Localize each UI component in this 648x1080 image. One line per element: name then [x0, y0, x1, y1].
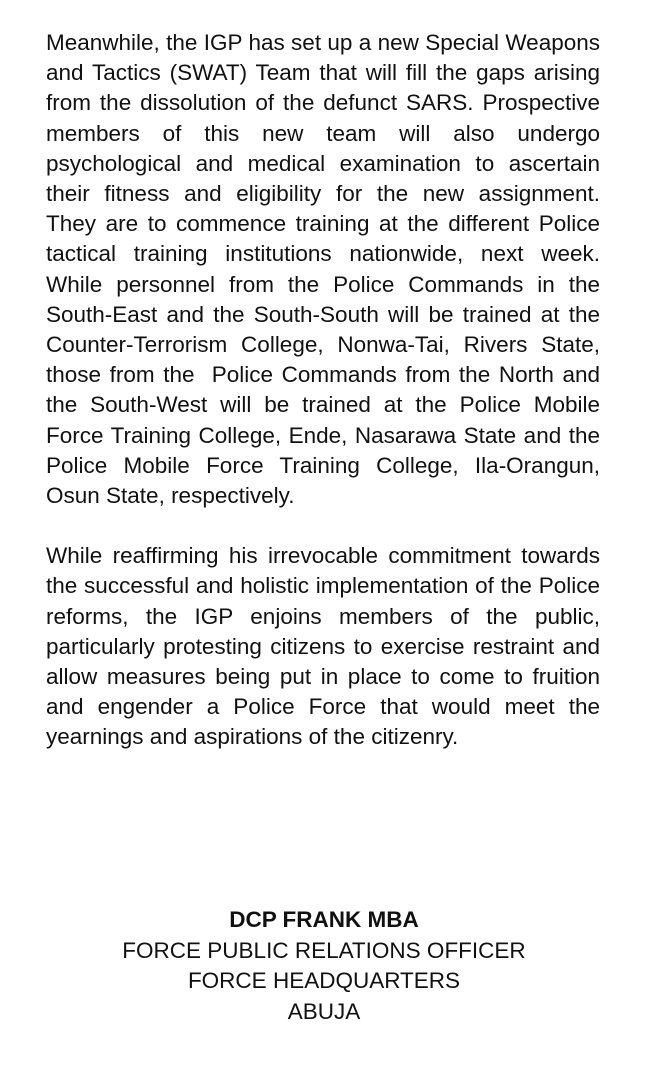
- signatory-title: FORCE PUBLIC RELATIONS OFFICER: [122, 937, 526, 963]
- paragraph-swat-team: Meanwhile, the IGP has set up a new Special Weapons and Tactics (SWAT) Team that will fill the gaps arising from the dissolution of the defunct SARS. Prospective members of this new team will also undergo psychological and medical examination to ascertain their fitness and eligibility for the new assignment. They are to commence training at the different Police tactical training institutions nationwide, next week. While personnel from the Police Commands in the South-East and the South-South will be trained at the Counter-Terrorism College, Nonwa-Tai, Rivers State, those from the Police Commands from the North and the South-West will be trained at the Police Mobile Force Training College, Ende, Nasarawa State and the Police Mobile Force Training College, Ila-Orangun, Osun State, respectively.: [46, 30, 613, 509]
- paragraph-igp-commitment: While reaffirming his irrevocable commitment towards the successful and holistic implementation of the Police reforms, the IGP enjoins members of the public, particularly protesting citizens to exercise restraint and allow measures being put in place to come to fruition and engender a Police Force that would meet the yearnings and aspirations of the citizenry.: [46, 543, 607, 750]
- press-release-body: [46, 28, 613, 753]
- signatory-location: ABUJA: [287, 998, 361, 1024]
- signatory-name: DCP FRANK MBA: [229, 907, 419, 932]
- signature-block: [0, 905, 648, 1027]
- signatory-office: FORCE HEADQUARTERS: [187, 968, 461, 993]
